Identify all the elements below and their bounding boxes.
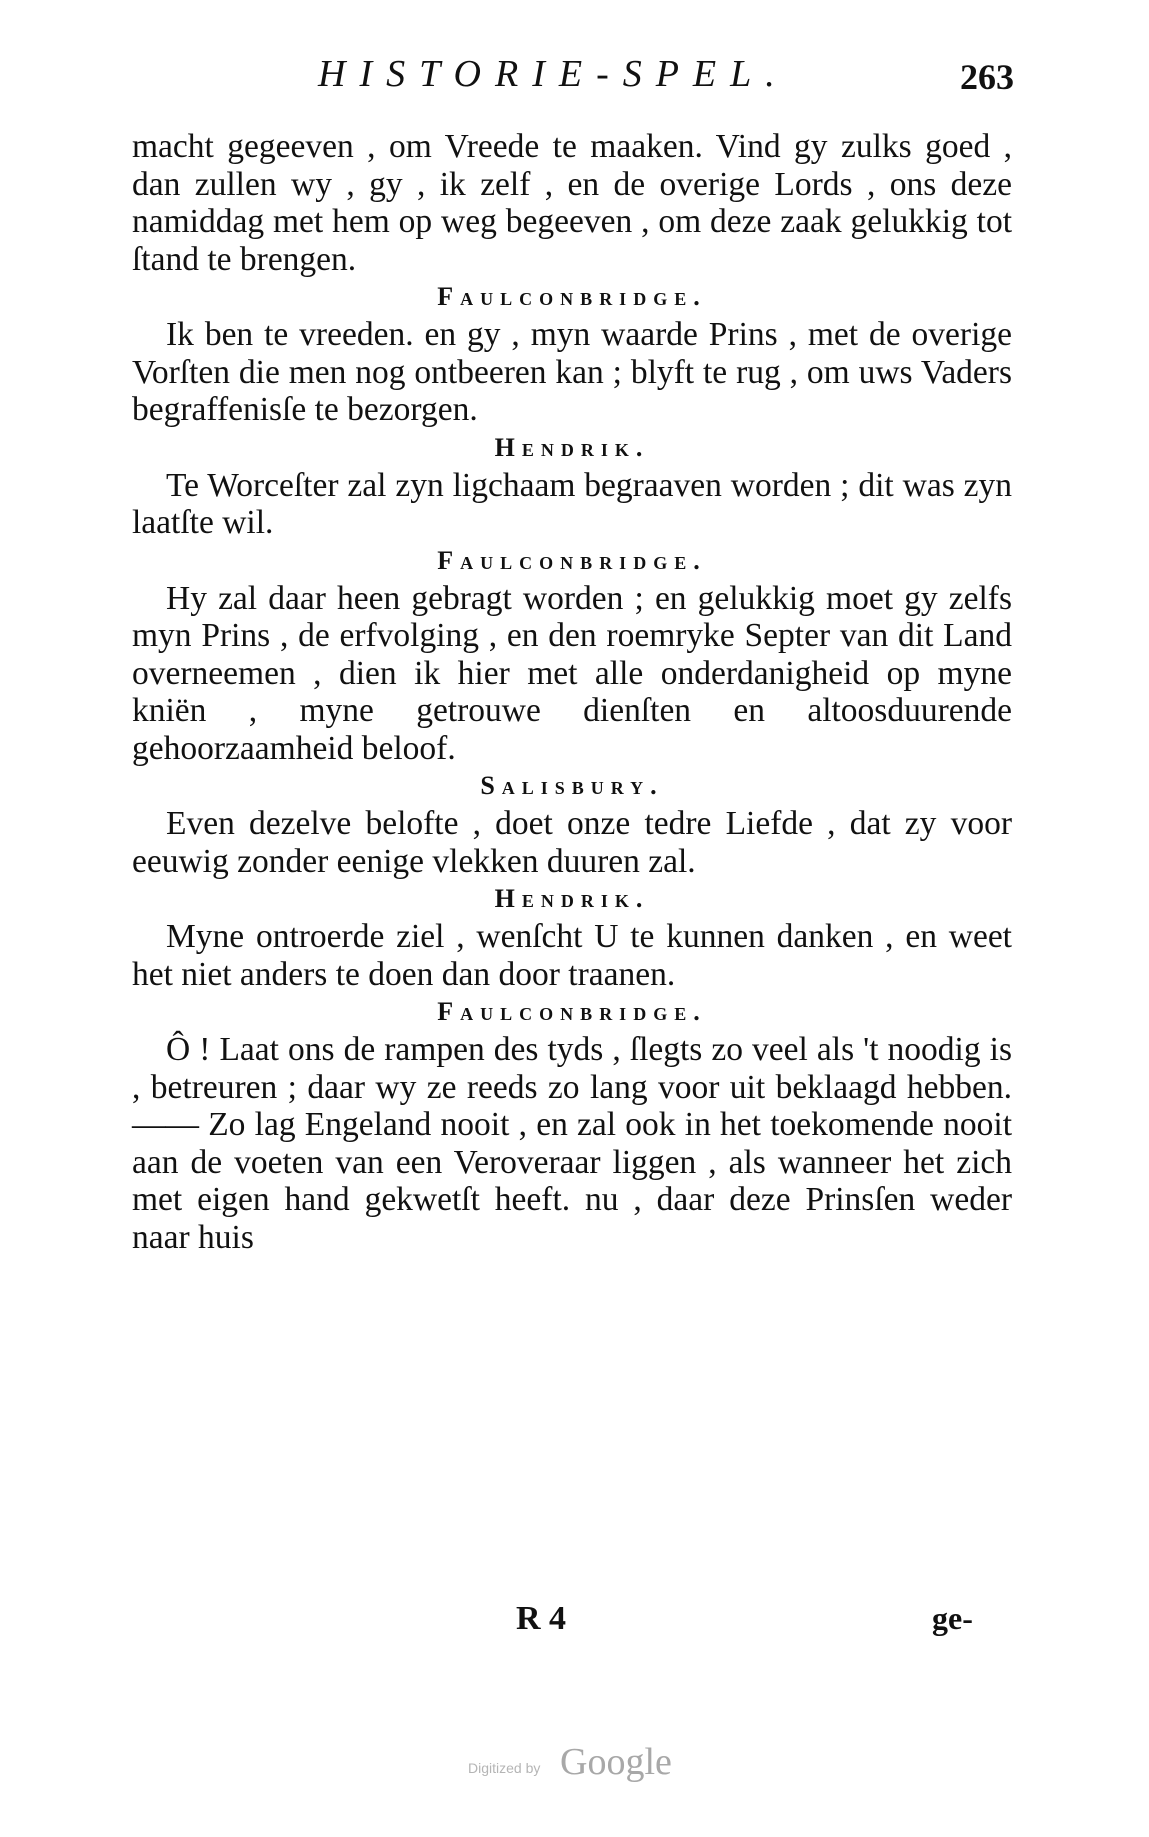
page-number: 263 — [960, 57, 1014, 97]
running-title: HISTORIE-SPEL. — [318, 53, 789, 95]
paragraph: Ô ! Laat ons de rampen des tyds , ſlegts zo veel als 't noodig is , betreuren ; daar wy ze reeds zo lang voor uit beklaagd hebben. —— Zo lag Engeland nooit , en zal ook in het toekomende nooit aan de voeten van een Veroveraar liggen , als wanneer het zich met eigen hand gekwetſt heeft. nu , daar deze Prinsſen weder naar huis — [132, 1031, 1012, 1256]
page-header — [0, 52, 1149, 112]
speaker-heading: Faulconbridge. — [437, 545, 707, 575]
digitized-watermark — [468, 1740, 708, 1790]
signature-mark: R 4 — [516, 1600, 567, 1637]
page-footer — [0, 1600, 1149, 1650]
paragraph: Even dezelve belofte , doet onze tedre Liefde , dat zy voor eeuwig zonder eenige vlekken duuren zal. — [132, 805, 1012, 880]
speaker-heading: Salisbury. — [480, 771, 664, 800]
speaker-heading: Hendrik. — [494, 432, 650, 462]
body-text — [132, 128, 1012, 1256]
paragraph: Ik ben te vreeden. en gy , myn waarde Prins , met de overige Vorſten die men nog ontbeeren kan ; blyft te rug , om uws Vaders begraffenisſe te bezorgen. — [132, 316, 1012, 428]
paragraph: macht gegeeven , om Vreede te maaken. Vind gy zulks goed , dan zullen wy , gy , ik zelf , en de overige Lords , ons deze namiddag met hem op weg begeeven , om deze zaak gelukkig tot ſtand te brengen. — [132, 128, 1012, 278]
paragraph: Myne ontroerde ziel , wenſcht U te kunnen danken , en weet het niet anders te doen dan door traanen. — [132, 918, 1012, 993]
speaker-heading: Faulconbridge. — [437, 282, 707, 311]
watermark-prefix: Digitized by — [468, 1760, 541, 1776]
speaker-heading: Faulconbridge. — [437, 997, 707, 1026]
catchword: ge- — [932, 1600, 973, 1636]
google-logo: Google — [560, 1741, 672, 1783]
speaker-heading: Hendrik. — [494, 884, 650, 913]
paragraph: Hy zal daar heen gebragt worden ; en gelukkig moet gy zelfs myn Prins , de erfvolging , en den roemryke Septer van dit Land overneemen , dien ik hier met alle onderdanigheid op myne kniën , myne getrouwe dienſten en altoosduurende gehoorzaamheid beloof. — [132, 579, 1012, 767]
paragraph: Te Worceſter zal zyn ligchaam begraaven worden ; dit was zyn laatſte wil. — [132, 466, 1012, 541]
